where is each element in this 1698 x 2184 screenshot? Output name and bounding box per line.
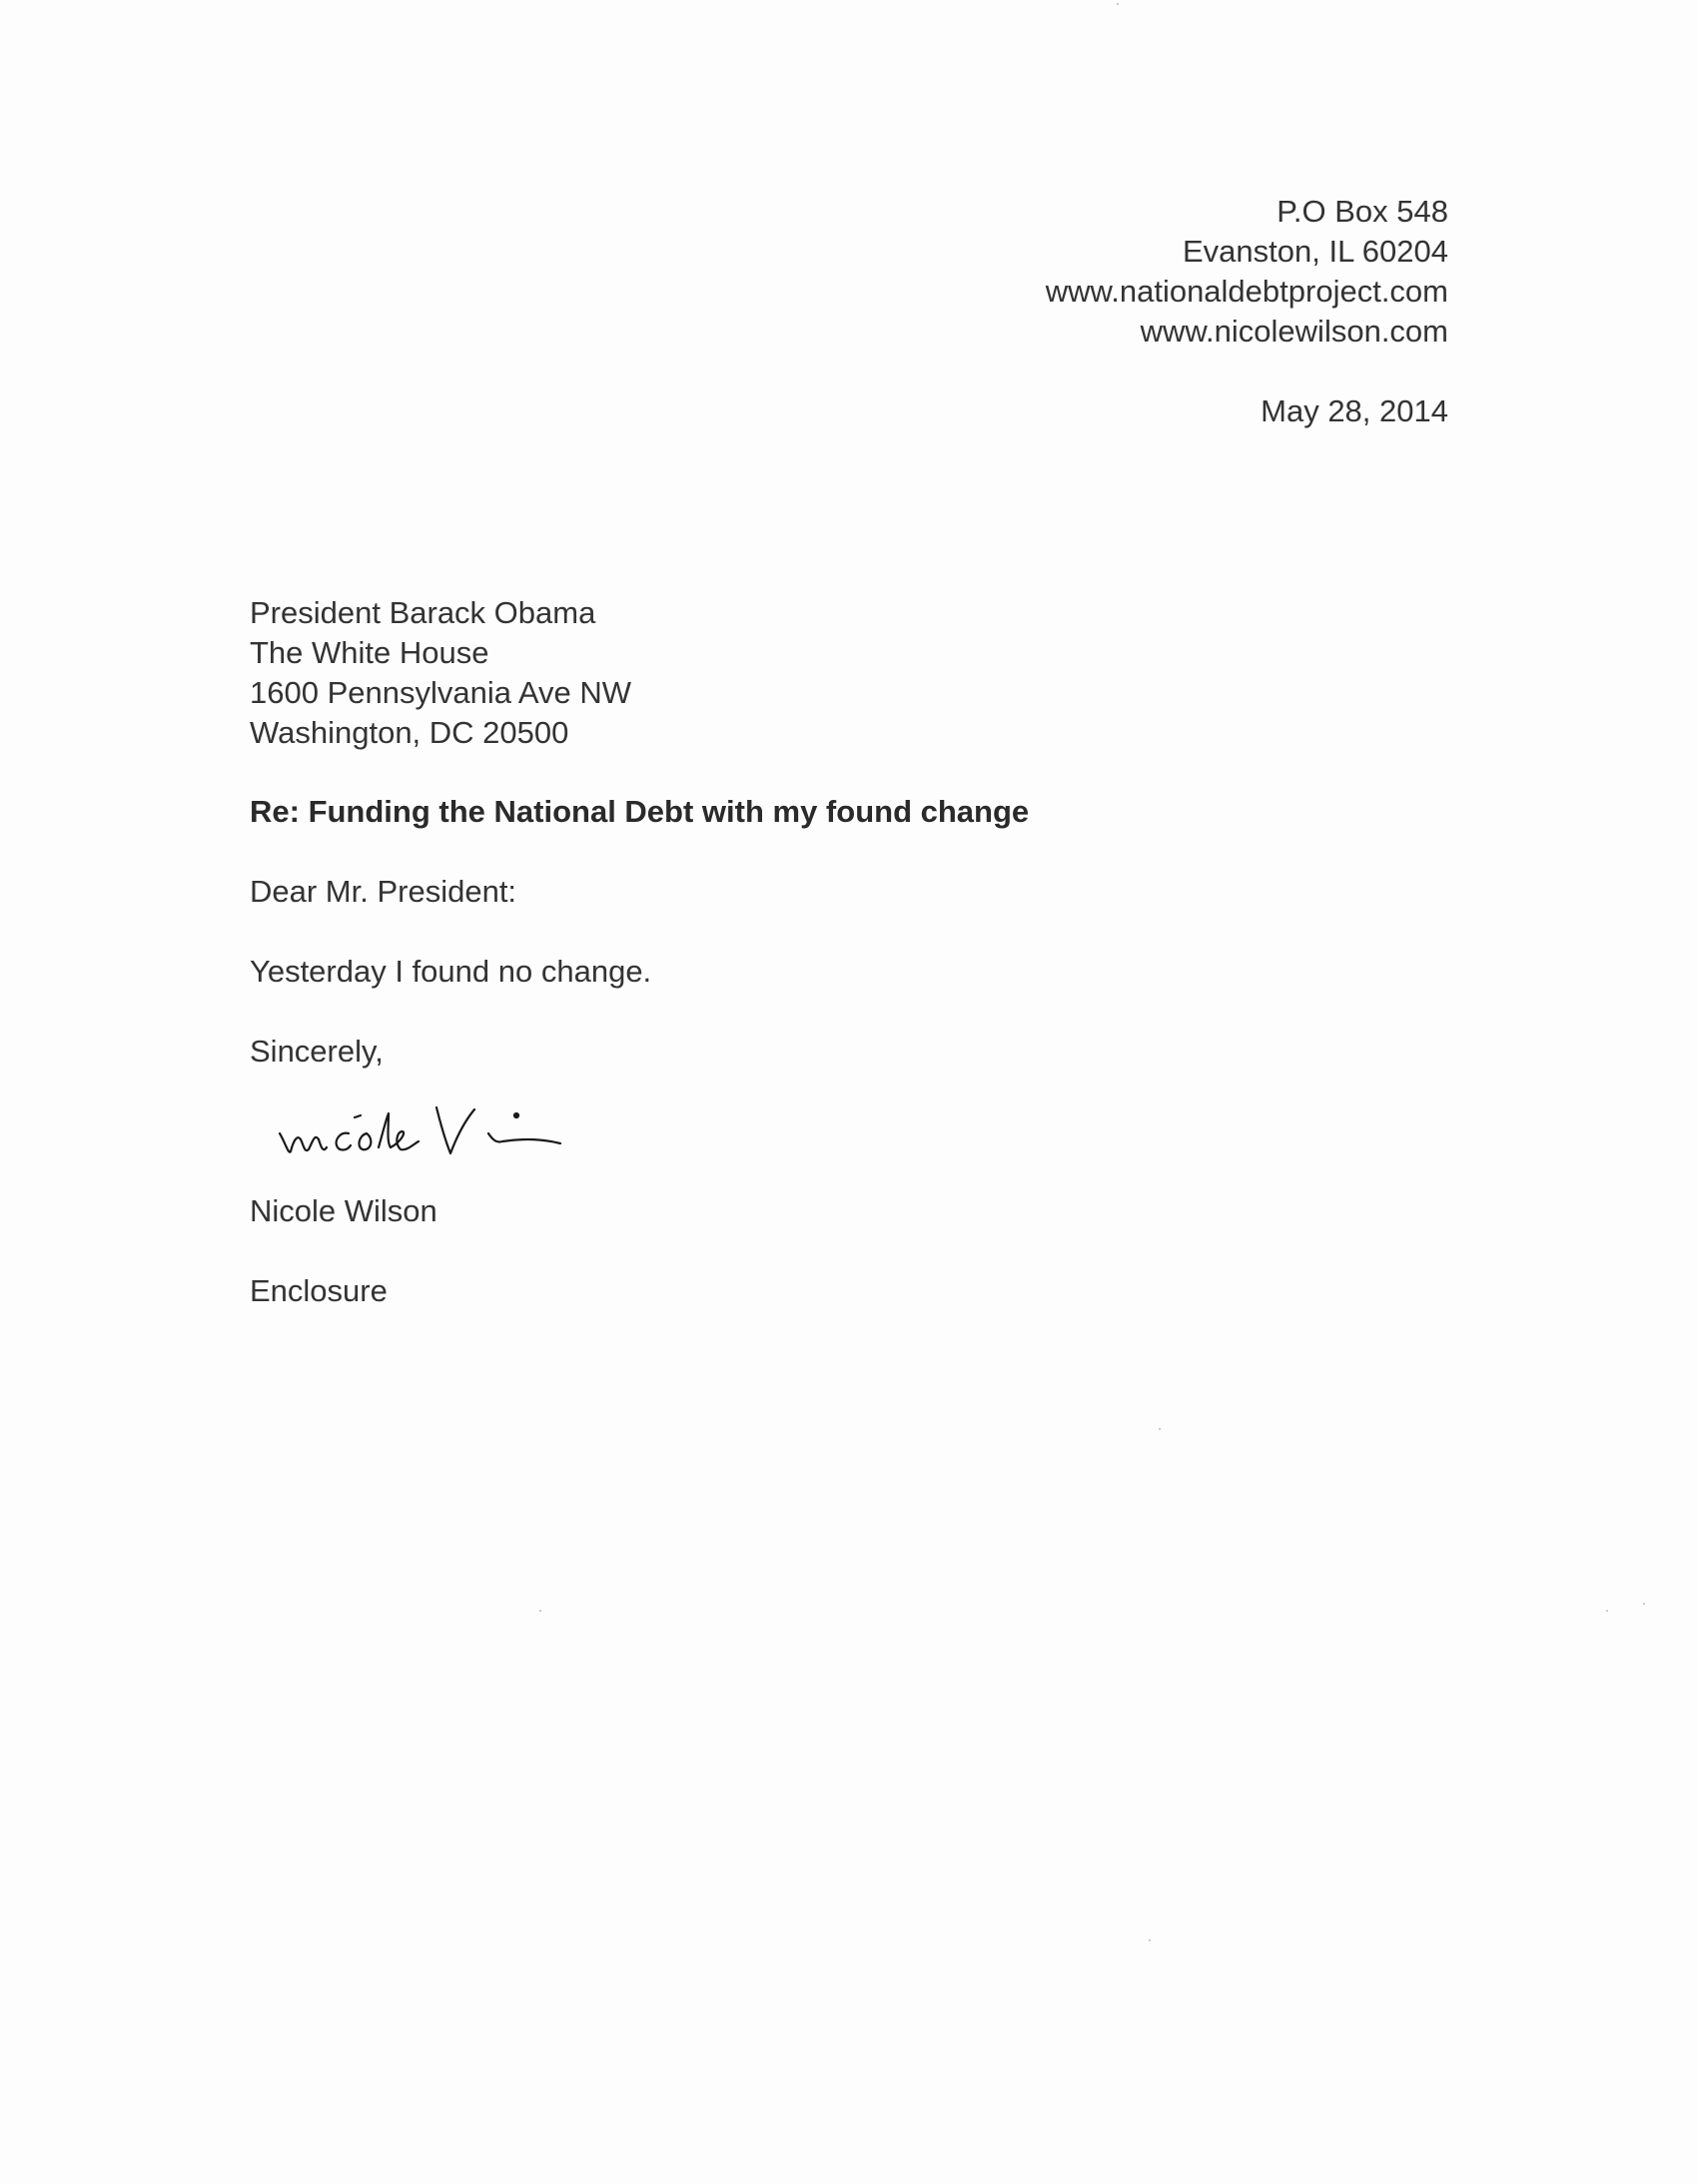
recipient-organization: The White House [250, 635, 489, 670]
scan-speck [539, 1610, 541, 1612]
scan-speck [1643, 1603, 1645, 1605]
sender-address-block [1046, 192, 1448, 352]
sender-website-1: www.nationaldebtproject.com [1045, 274, 1448, 309]
sender-website-2: www.nicolewilson.com [1140, 314, 1448, 349]
letter-date: May 28, 2014 [1261, 393, 1448, 428]
recipient-street: 1600 Pennsylvania Ave NW [250, 675, 631, 710]
handwritten-signature [275, 1093, 694, 1183]
enclosure-notation: Enclosure [250, 1273, 388, 1308]
subject-line: Re: Funding the National Debt with my found change [250, 794, 1030, 829]
recipient-address-block [250, 593, 631, 753]
signer-name: Nicole Wilson [250, 1193, 437, 1228]
sender-po-box: P.O Box 548 [1276, 194, 1448, 229]
scan-speck [1606, 1610, 1608, 1612]
recipient-city-state-zip: Washington, DC 20500 [250, 715, 569, 750]
sender-city-state-zip: Evanston, IL 60204 [1183, 234, 1448, 269]
scan-speck [1159, 1428, 1161, 1430]
scan-speck [1117, 3, 1119, 5]
letter-body: Yesterday I found no change. [250, 954, 652, 989]
scan-speck [1149, 1939, 1151, 1941]
salutation: Dear Mr. President: [250, 874, 517, 909]
closing: Sincerely, [250, 1034, 384, 1069]
recipient-name: President Barack Obama [250, 595, 596, 630]
